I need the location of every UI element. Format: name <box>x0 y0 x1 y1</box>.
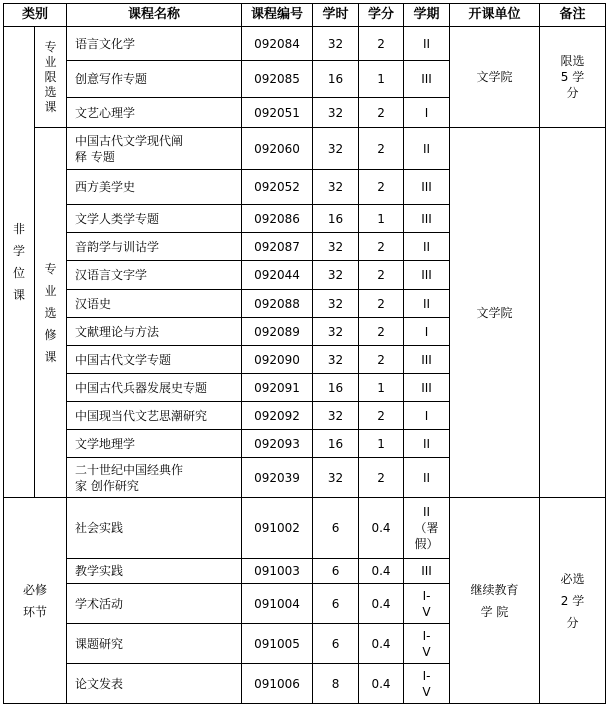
group-required: 必修 环节 <box>4 498 67 704</box>
course-hours: 32 <box>313 318 359 346</box>
course-hours: 32 <box>313 27 359 61</box>
course-code: 092093 <box>242 430 313 458</box>
course-table <box>3 3 606 704</box>
course-credits: 2 <box>359 346 404 374</box>
header-course-code: 课程编号 <box>242 4 313 27</box>
header-credits: 学分 <box>359 4 404 27</box>
course-credits: 2 <box>359 128 404 170</box>
course-code: 092090 <box>242 346 313 374</box>
course-code: 092051 <box>242 98 313 128</box>
course-code: 091005 <box>242 624 313 664</box>
course-credits: 1 <box>359 430 404 458</box>
course-name: 中国现当代文艺思潮研究 <box>67 402 242 430</box>
course-name: 社会实践 <box>67 498 242 559</box>
course-semester: III <box>404 261 450 290</box>
course-credits: 1 <box>359 205 404 233</box>
table-row <box>4 128 606 170</box>
header-category: 类别 <box>4 4 67 27</box>
course-name: 文艺心理学 <box>67 98 242 128</box>
course-hours: 32 <box>313 458 359 498</box>
group-limited: 专 业 限 选 课 <box>35 27 67 128</box>
course-semester: II <box>404 27 450 61</box>
course-name: 中国古代兵器发展史专题 <box>67 374 242 402</box>
course-hours: 16 <box>313 205 359 233</box>
course-code: 092092 <box>242 402 313 430</box>
course-semester: III <box>404 559 450 584</box>
course-hours: 32 <box>313 290 359 318</box>
course-name: 创意写作专题 <box>67 61 242 98</box>
course-code: 092085 <box>242 61 313 98</box>
course-hours: 6 <box>313 559 359 584</box>
course-hours: 32 <box>313 402 359 430</box>
table-body <box>4 4 606 704</box>
course-code: 091003 <box>242 559 313 584</box>
course-semester: III <box>404 170 450 205</box>
course-credits: 2 <box>359 290 404 318</box>
course-hours: 16 <box>313 430 359 458</box>
course-credits: 2 <box>359 318 404 346</box>
course-name: 二十世纪中国经典作 家 创作研究 <box>67 458 242 498</box>
course-semester: III <box>404 61 450 98</box>
group-non-degree: 非 学 位 课 <box>4 27 35 498</box>
dept-limited: 文学院 <box>450 27 540 128</box>
course-semester: I <box>404 318 450 346</box>
course-semester: II <box>404 128 450 170</box>
course-name: 文学人类学专题 <box>67 205 242 233</box>
course-semester: II <box>404 458 450 498</box>
course-credits: 2 <box>359 261 404 290</box>
course-credits: 0.4 <box>359 559 404 584</box>
header-notes: 备注 <box>540 4 606 27</box>
course-name: 音韵学与训诂学 <box>67 233 242 261</box>
course-semester: II <box>404 233 450 261</box>
notes-elective <box>540 128 606 498</box>
course-code: 092089 <box>242 318 313 346</box>
course-semester: II <box>404 290 450 318</box>
course-credits: 0.4 <box>359 664 404 704</box>
table-row <box>4 27 606 61</box>
dept-elective: 文学院 <box>450 128 540 498</box>
course-code: 092087 <box>242 233 313 261</box>
course-hours: 16 <box>313 374 359 402</box>
header-hours: 学时 <box>313 4 359 27</box>
course-name: 语言文化学 <box>67 27 242 61</box>
course-semester: I- V <box>404 624 450 664</box>
course-hours: 32 <box>313 261 359 290</box>
header-row <box>4 4 606 27</box>
course-hours: 32 <box>313 170 359 205</box>
course-code: 091004 <box>242 584 313 624</box>
course-semester: III <box>404 374 450 402</box>
course-semester: I <box>404 98 450 128</box>
course-name: 中国古代文学专题 <box>67 346 242 374</box>
course-semester: II （署 假） <box>404 498 450 559</box>
course-code: 092084 <box>242 27 313 61</box>
course-hours: 6 <box>313 624 359 664</box>
course-hours: 16 <box>313 61 359 98</box>
course-credits: 2 <box>359 458 404 498</box>
course-hours: 6 <box>313 584 359 624</box>
course-code: 092088 <box>242 290 313 318</box>
course-name: 文献理论与方法 <box>67 318 242 346</box>
course-name: 中国古代文学现代阐 释 专题 <box>67 128 242 170</box>
course-hours: 32 <box>313 98 359 128</box>
course-credits: 2 <box>359 233 404 261</box>
course-hours: 8 <box>313 664 359 704</box>
header-semester: 学期 <box>404 4 450 27</box>
course-credits: 2 <box>359 27 404 61</box>
course-credits: 1 <box>359 374 404 402</box>
table-row <box>4 498 606 559</box>
course-credits: 0.4 <box>359 498 404 559</box>
course-semester: III <box>404 346 450 374</box>
group-elective: 专 业 选 修 课 <box>35 128 67 498</box>
course-credits: 1 <box>359 61 404 98</box>
course-hours: 6 <box>313 498 359 559</box>
course-name: 文学地理学 <box>67 430 242 458</box>
course-credits: 0.4 <box>359 624 404 664</box>
course-code: 092091 <box>242 374 313 402</box>
course-name: 论文发表 <box>67 664 242 704</box>
course-semester: III <box>404 205 450 233</box>
course-name: 汉语言文字学 <box>67 261 242 290</box>
course-hours: 32 <box>313 128 359 170</box>
course-credits: 0.4 <box>359 584 404 624</box>
course-code: 092086 <box>242 205 313 233</box>
course-credits: 2 <box>359 170 404 205</box>
course-semester: II <box>404 430 450 458</box>
course-credits: 2 <box>359 98 404 128</box>
course-semester: I <box>404 402 450 430</box>
course-code: 091006 <box>242 664 313 704</box>
notes-required: 必选 2 学 分 <box>540 498 606 704</box>
course-code: 091002 <box>242 498 313 559</box>
course-name: 西方美学史 <box>67 170 242 205</box>
dept-required: 继续教育 学 院 <box>450 498 540 704</box>
header-course-name: 课程名称 <box>67 4 242 27</box>
course-credits: 2 <box>359 402 404 430</box>
course-code: 092044 <box>242 261 313 290</box>
course-code: 092039 <box>242 458 313 498</box>
course-code: 092060 <box>242 128 313 170</box>
notes-limited: 限选 5 学 分 <box>540 27 606 128</box>
course-name: 教学实践 <box>67 559 242 584</box>
header-dept: 开课单位 <box>450 4 540 27</box>
course-code: 092052 <box>242 170 313 205</box>
course-semester: I- V <box>404 584 450 624</box>
course-hours: 32 <box>313 346 359 374</box>
course-semester: I- V <box>404 664 450 704</box>
course-hours: 32 <box>313 233 359 261</box>
course-name: 汉语史 <box>67 290 242 318</box>
course-name: 课题研究 <box>67 624 242 664</box>
course-name: 学术活动 <box>67 584 242 624</box>
